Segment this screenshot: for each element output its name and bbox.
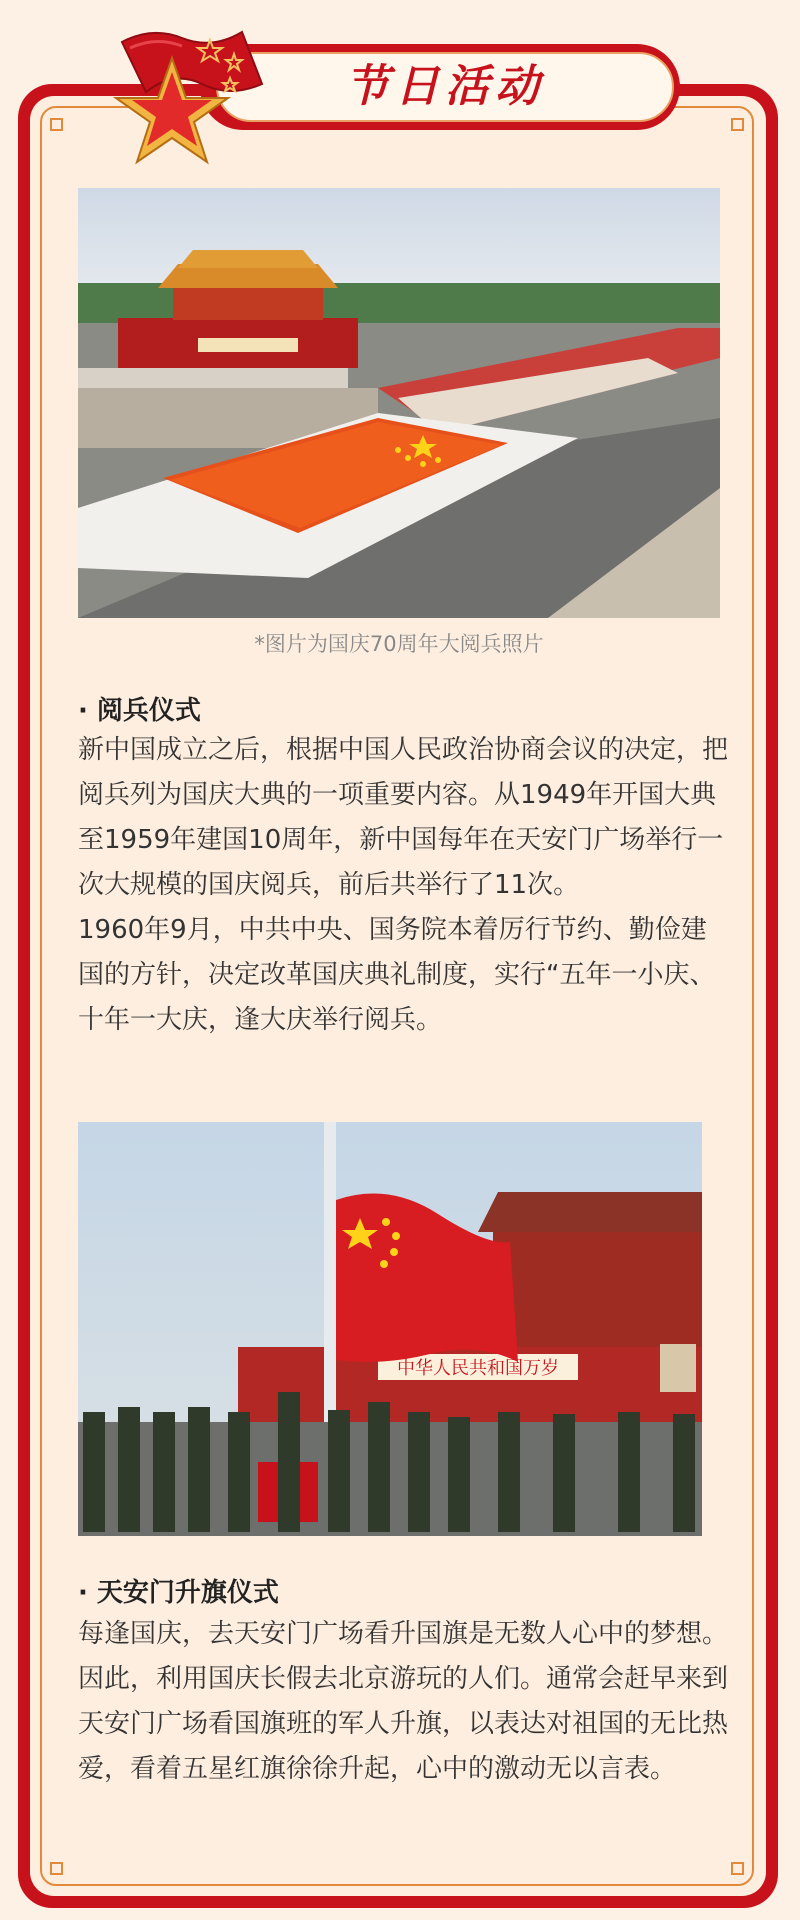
page-title: 节日活动 (345, 61, 545, 112)
corner-ornament (50, 1862, 63, 1875)
corner-ornament (731, 1862, 744, 1875)
section-heading-parade: · 阅兵仪式 (78, 696, 201, 726)
flag-star-icon (112, 18, 270, 168)
section-body-flag-raising (78, 1612, 728, 1792)
parade-photo (78, 188, 720, 618)
photo-slogan: 中华人民共和国万岁 (397, 1358, 559, 1379)
paragraph: 新中国成立之后，根据中国人民政治协商会议的决定，把阅兵列为国庆大典的一项重要内容。从1949年开国大典至1959年建国10周年，新中国每年在天安门广场举行一次大规模的国庆阅兵，前后共举行了11次。 (78, 735, 729, 900)
paragraph: 1960年9月，中共中央、国务院本着厉行节约、勤俭建国的方针，决定改革国庆典礼制度，实行“五年一小庆、十年一大庆，逢大庆举行阅兵。 (78, 915, 716, 1035)
paragraph: 每逢国庆，去天安门广场看升国旗是无数人心中的梦想。因此，利用国庆长假去北京游玩的人们。通常会赶早来到天安门广场看国旗班的军人升旗，以表达对祖国的无比热爱，看着五星红旗徐徐升起，心中的激动无以言表。 (78, 1619, 729, 1784)
photo-caption: *图片为国庆70周年大阅兵照片 (254, 632, 544, 656)
section-heading-flag-raising: · 天安门升旗仪式 (78, 1578, 279, 1608)
corner-ornament (50, 118, 63, 131)
section-body-parade (78, 728, 728, 1043)
flag-raising-photo (78, 1122, 702, 1536)
corner-ornament (731, 118, 744, 131)
